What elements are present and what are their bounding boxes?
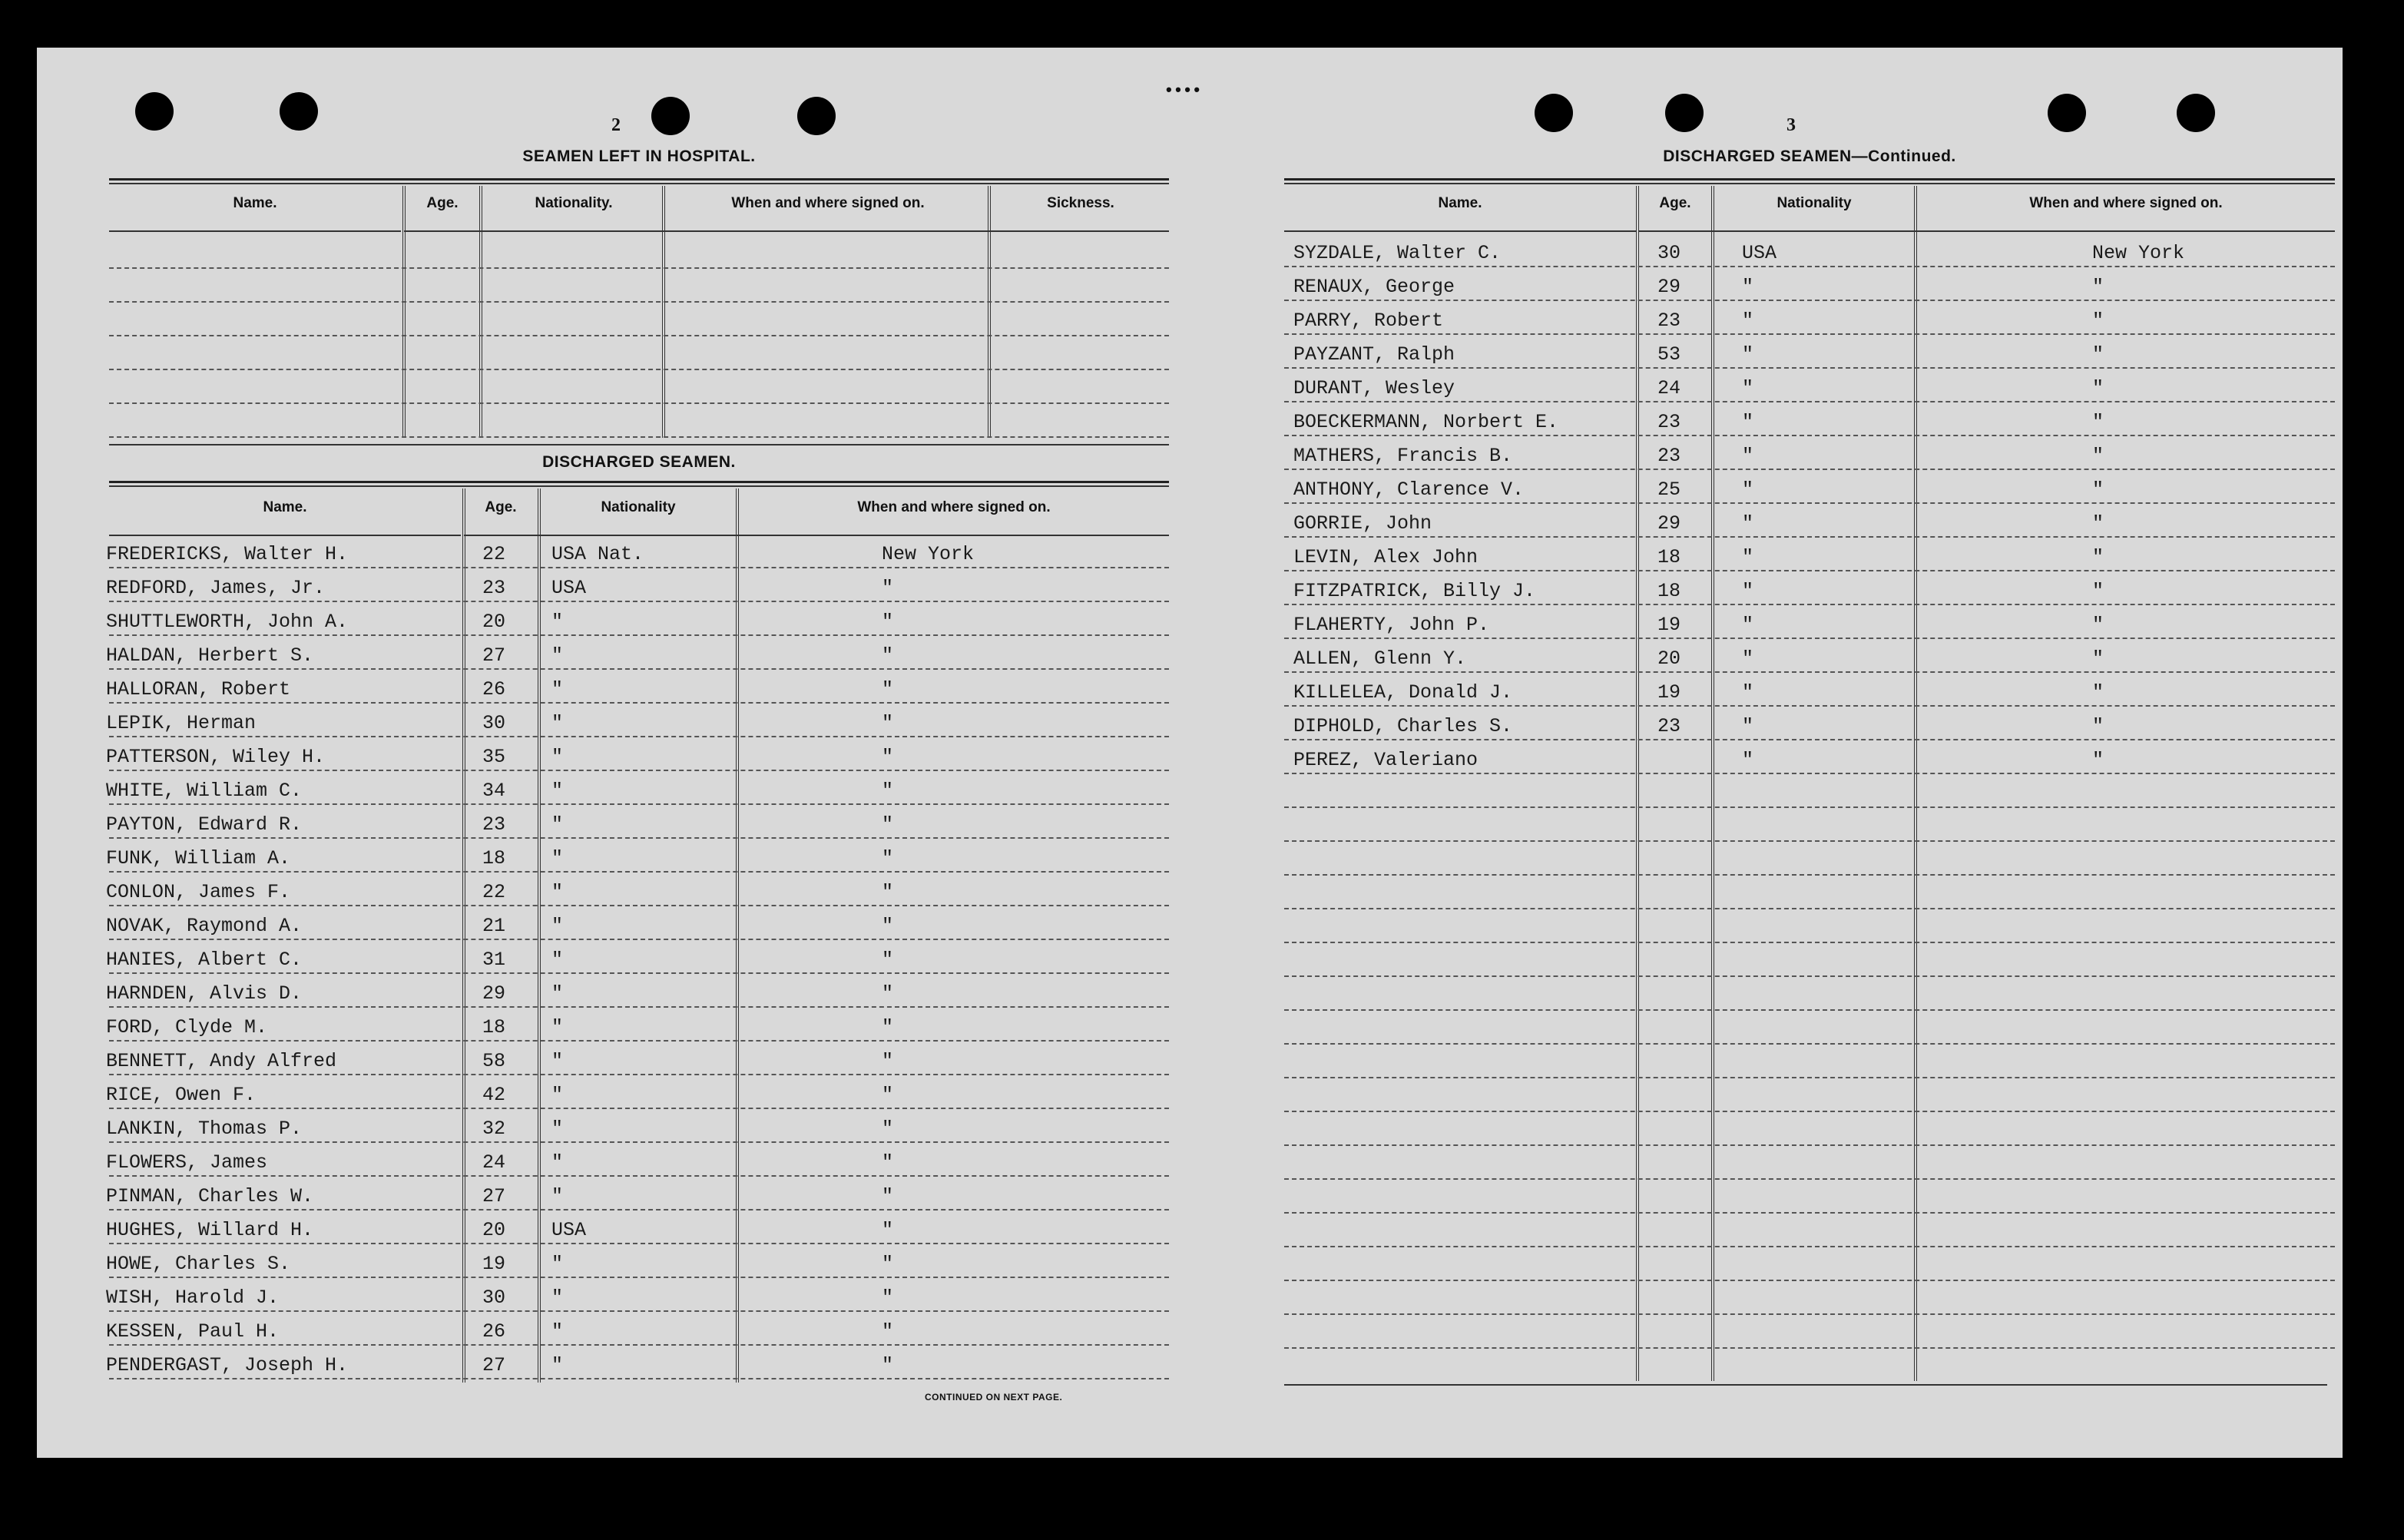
blank-row xyxy=(109,335,1169,336)
seaman-age: 27 xyxy=(482,1354,506,1376)
seaman-nationality: " xyxy=(551,1084,564,1106)
seaman-name: HANIES, Albert C. xyxy=(106,949,303,971)
seaman-name: KESSEN, Paul H. xyxy=(106,1320,280,1343)
seaman-nationality: " xyxy=(1742,445,1754,467)
column-header: Nationality xyxy=(601,499,676,515)
seaman-age: 24 xyxy=(482,1151,506,1174)
punch-hole xyxy=(280,92,318,131)
punch-hole xyxy=(135,92,174,131)
seaman-name: PENDERGAST, Joseph H. xyxy=(106,1354,349,1376)
seaman-age: 26 xyxy=(482,678,506,700)
seaman-nationality: " xyxy=(551,1354,564,1376)
seaman-signed-on: " xyxy=(882,1118,894,1140)
seaman-nationality: USA xyxy=(551,577,587,599)
punch-hole xyxy=(2048,94,2086,132)
seaman-age: 21 xyxy=(482,915,506,937)
seaman-name: FORD, Clyde M. xyxy=(106,1016,268,1038)
seaman-nationality: USA Nat. xyxy=(551,543,644,565)
seaman-signed-on: " xyxy=(2092,310,2104,332)
row-rule xyxy=(109,668,1169,670)
seaman-age: 18 xyxy=(1657,580,1681,602)
rule xyxy=(109,183,1169,184)
seaman-nationality: " xyxy=(1742,614,1754,636)
punch-hole xyxy=(2177,94,2215,132)
column-divider xyxy=(736,488,740,1383)
seaman-signed-on: New York xyxy=(882,543,975,565)
seaman-age: 23 xyxy=(1657,445,1681,467)
seaman-name: LANKIN, Thomas P. xyxy=(106,1118,303,1140)
page-number-right: 3 xyxy=(1786,115,1796,135)
row-rule xyxy=(109,1108,1169,1109)
seaman-age: 20 xyxy=(1657,647,1681,670)
seaman-signed-on: " xyxy=(2092,377,2104,399)
seaman-name: ALLEN, Glenn Y. xyxy=(1293,647,1467,670)
header-rule xyxy=(1639,230,2335,232)
blank-row xyxy=(1284,1178,2335,1180)
seaman-age: 27 xyxy=(482,644,506,667)
seaman-name: SYZDALE, Walter C. xyxy=(1293,242,1502,264)
seaman-age: 30 xyxy=(482,1287,506,1309)
blank-row xyxy=(1284,1077,2335,1078)
seaman-signed-on: " xyxy=(2092,411,2104,433)
seaman-age: 27 xyxy=(482,1185,506,1207)
seaman-name: NOVAK, Raymond A. xyxy=(106,915,303,937)
seaman-age: 19 xyxy=(1657,614,1681,636)
rule xyxy=(1284,183,2335,184)
punch-hole xyxy=(651,97,690,135)
row-rule xyxy=(109,1344,1169,1346)
seaman-signed-on: " xyxy=(2092,647,2104,670)
row-rule xyxy=(1284,671,2335,673)
seaman-signed-on: " xyxy=(882,644,894,667)
seaman-signed-on: " xyxy=(2092,276,2104,298)
row-rule xyxy=(109,1074,1169,1075)
column-divider xyxy=(479,186,484,438)
column-divider xyxy=(1636,186,1641,1381)
row-rule xyxy=(109,634,1169,636)
seaman-name: RENAUX, George xyxy=(1293,276,1455,298)
seaman-nationality: " xyxy=(1742,411,1754,433)
seaman-signed-on: " xyxy=(2092,614,2104,636)
row-rule xyxy=(109,837,1169,839)
seaman-name: BOECKERMANN, Norbert E. xyxy=(1293,411,1559,433)
row-rule xyxy=(1284,638,2335,639)
seaman-name: PARRY, Robert xyxy=(1293,310,1444,332)
seaman-name: ANTHONY, Clarence V. xyxy=(1293,479,1525,501)
column-header: When and where signed on. xyxy=(731,195,925,211)
column-divider xyxy=(1711,186,1716,1381)
rule xyxy=(109,178,1169,180)
seaman-age: 18 xyxy=(482,847,506,869)
seaman-signed-on: " xyxy=(2092,681,2104,704)
seaman-signed-on: " xyxy=(2092,479,2104,501)
blank-row xyxy=(1284,1009,2335,1011)
row-rule xyxy=(109,803,1169,805)
seaman-signed-on: " xyxy=(882,712,894,734)
seaman-name: PINMAN, Charles W. xyxy=(106,1185,314,1207)
blank-row xyxy=(1284,1347,2335,1349)
seaman-age: 24 xyxy=(1657,377,1681,399)
blank-row xyxy=(109,301,1169,303)
seaman-nationality: " xyxy=(1742,479,1754,501)
row-rule xyxy=(109,1040,1169,1042)
seaman-age: 31 xyxy=(482,949,506,971)
seaman-name: PAYTON, Edward R. xyxy=(106,813,303,836)
blank-row xyxy=(1284,975,2335,977)
row-rule xyxy=(109,939,1169,940)
discharged-continued-title: DISCHARGED SEAMEN—Continued. xyxy=(1663,147,1956,165)
seaman-name: FLAHERTY, John P. xyxy=(1293,614,1490,636)
seaman-name: GORRIE, John xyxy=(1293,512,1432,535)
seaman-nationality: " xyxy=(1742,715,1754,737)
row-rule xyxy=(109,1175,1169,1177)
seaman-name: PEREZ, Valeriano xyxy=(1293,749,1478,771)
seaman-nationality: " xyxy=(551,847,564,869)
blank-row xyxy=(1284,874,2335,876)
row-rule xyxy=(1284,536,2335,538)
seaman-name: HALDAN, Herbert S. xyxy=(106,644,314,667)
seaman-name: DIPHOLD, Charles S. xyxy=(1293,715,1513,737)
seaman-nationality: " xyxy=(551,1118,564,1140)
stray-marks: • • • • xyxy=(1166,80,1200,99)
seaman-age: 23 xyxy=(482,577,506,599)
seaman-nationality: " xyxy=(1742,546,1754,568)
row-rule xyxy=(109,1277,1169,1278)
row-rule xyxy=(109,1141,1169,1143)
seaman-name: HOWE, Charles S. xyxy=(106,1253,291,1275)
column-divider xyxy=(1914,186,1919,1381)
column-divider xyxy=(538,488,542,1383)
seaman-age: 22 xyxy=(482,543,506,565)
punch-hole xyxy=(1535,94,1573,132)
seaman-name: BENNETT, Andy Alfred xyxy=(106,1050,337,1072)
seaman-signed-on: " xyxy=(2092,580,2104,602)
rule xyxy=(109,444,1169,445)
blank-row xyxy=(1284,1043,2335,1045)
blank-row xyxy=(1284,1144,2335,1146)
seaman-nationality: " xyxy=(551,1151,564,1174)
seaman-age: 26 xyxy=(482,1320,506,1343)
seaman-name: HALLORAN, Robert xyxy=(106,678,291,700)
seaman-name: PAYZANT, Ralph xyxy=(1293,343,1455,366)
header-rule xyxy=(1284,230,1636,232)
seaman-name: MATHERS, Francis B. xyxy=(1293,445,1513,467)
seaman-age: 30 xyxy=(482,712,506,734)
blank-row xyxy=(1284,806,2335,808)
blank-row xyxy=(1284,1246,2335,1247)
row-rule xyxy=(1284,570,2335,571)
header-rule xyxy=(404,230,1169,232)
seaman-signed-on: " xyxy=(882,611,894,633)
seaman-signed-on: " xyxy=(882,813,894,836)
row-rule xyxy=(109,1378,1169,1379)
seaman-age: 23 xyxy=(1657,715,1681,737)
blank-row xyxy=(1284,1313,2335,1315)
blank-row xyxy=(1284,840,2335,842)
seaman-signed-on: " xyxy=(2092,546,2104,568)
seaman-age: 19 xyxy=(482,1253,506,1275)
row-rule xyxy=(1284,266,2335,267)
row-rule xyxy=(109,1243,1169,1244)
seaman-age: 23 xyxy=(1657,411,1681,433)
row-rule xyxy=(1284,300,2335,301)
column-header: Name. xyxy=(263,499,307,515)
column-header: Age. xyxy=(426,195,459,211)
column-divider xyxy=(662,186,667,438)
seaman-signed-on: " xyxy=(2092,445,2104,467)
seaman-name: FLOWERS, James xyxy=(106,1151,268,1174)
seaman-name: PATTERSON, Wiley H. xyxy=(106,746,326,768)
rule xyxy=(109,481,1169,483)
seaman-nationality: USA xyxy=(1742,242,1777,264)
seaman-nationality: " xyxy=(551,780,564,802)
seaman-age: 53 xyxy=(1657,343,1681,366)
header-rule xyxy=(109,535,461,536)
seaman-name: HARNDEN, Alvis D. xyxy=(106,982,303,1005)
row-rule xyxy=(109,702,1169,704)
row-rule xyxy=(1284,773,2335,774)
blank-row xyxy=(109,267,1169,269)
seaman-signed-on: " xyxy=(882,847,894,869)
row-rule xyxy=(1284,333,2335,335)
column-header: Name. xyxy=(1438,195,1482,211)
blank-row xyxy=(1284,942,2335,943)
seaman-signed-on: " xyxy=(882,1050,894,1072)
row-rule xyxy=(1284,367,2335,369)
seaman-nationality: " xyxy=(1742,681,1754,704)
column-header: Name. xyxy=(233,195,277,211)
blank-row xyxy=(109,436,1169,438)
seaman-age: 42 xyxy=(482,1084,506,1106)
continued-note: CONTINUED ON NEXT PAGE. xyxy=(925,1392,1063,1403)
blank-row xyxy=(1284,1111,2335,1112)
column-divider xyxy=(402,186,407,438)
seaman-signed-on: New York xyxy=(2092,242,2185,264)
seaman-signed-on: " xyxy=(882,780,894,802)
seaman-name: LEVIN, Alex John xyxy=(1293,546,1478,568)
seaman-nationality: " xyxy=(551,1320,564,1343)
seaman-age: 32 xyxy=(482,1118,506,1140)
row-rule xyxy=(109,1006,1169,1008)
header-rule xyxy=(464,535,1169,536)
row-rule xyxy=(109,1310,1169,1312)
row-rule xyxy=(109,736,1169,737)
seaman-age: 30 xyxy=(1657,242,1681,264)
seaman-signed-on: " xyxy=(882,881,894,903)
blank-row xyxy=(1284,1212,2335,1214)
column-header: When and where signed on. xyxy=(2029,195,2223,211)
seaman-nationality: " xyxy=(1742,343,1754,366)
seaman-nationality: " xyxy=(1742,580,1754,602)
seaman-age: 25 xyxy=(1657,479,1681,501)
seaman-name: WISH, Harold J. xyxy=(106,1287,280,1309)
seaman-age: 29 xyxy=(1657,512,1681,535)
header-rule xyxy=(109,230,401,232)
column-divider xyxy=(988,186,992,438)
row-rule xyxy=(1284,435,2335,436)
seaman-name: HUGHES, Willard H. xyxy=(106,1219,314,1241)
seaman-nationality: " xyxy=(551,982,564,1005)
document-sheet xyxy=(37,48,2343,1458)
seaman-name: LEPIK, Herman xyxy=(106,712,257,734)
column-header: Age. xyxy=(1659,195,1691,211)
row-rule xyxy=(1284,401,2335,402)
seaman-signed-on: " xyxy=(882,577,894,599)
rule xyxy=(1284,178,2335,180)
seaman-age: 18 xyxy=(1657,546,1681,568)
seaman-age: 22 xyxy=(482,881,506,903)
seaman-nationality: USA xyxy=(551,1219,587,1241)
seaman-signed-on: " xyxy=(882,1084,894,1106)
seaman-name: KILLELEA, Donald J. xyxy=(1293,681,1513,704)
seaman-nationality: " xyxy=(551,678,564,700)
column-divider xyxy=(462,488,467,1383)
seaman-age: 18 xyxy=(482,1016,506,1038)
seaman-signed-on: " xyxy=(882,1287,894,1309)
row-rule xyxy=(109,871,1169,873)
column-header: Sickness. xyxy=(1047,195,1114,211)
row-rule xyxy=(109,770,1169,771)
row-rule xyxy=(109,905,1169,906)
blank-row xyxy=(1284,908,2335,909)
seaman-signed-on: " xyxy=(2092,343,2104,366)
seaman-name: DURANT, Wesley xyxy=(1293,377,1455,399)
row-rule xyxy=(1284,705,2335,707)
punch-hole xyxy=(1665,94,1704,132)
seaman-age: 23 xyxy=(1657,310,1681,332)
seaman-nationality: " xyxy=(551,813,564,836)
discharged-section-title: DISCHARGED SEAMEN. xyxy=(542,453,736,471)
seaman-signed-on: " xyxy=(882,1219,894,1241)
seaman-signed-on: " xyxy=(882,1253,894,1275)
punch-hole xyxy=(797,97,836,135)
seaman-signed-on: " xyxy=(882,1151,894,1174)
seaman-name: WHITE, William C. xyxy=(106,780,303,802)
seaman-age: 29 xyxy=(482,982,506,1005)
seaman-age: 58 xyxy=(482,1050,506,1072)
seaman-nationality: " xyxy=(1742,512,1754,535)
seaman-name: REDFORD, James, Jr. xyxy=(106,577,326,599)
blank-row xyxy=(1284,1280,2335,1281)
seaman-signed-on: " xyxy=(882,1354,894,1376)
seaman-nationality: " xyxy=(551,1253,564,1275)
seaman-age: 20 xyxy=(482,611,506,633)
rule xyxy=(1284,1384,2327,1386)
seaman-age: 34 xyxy=(482,780,506,802)
row-rule xyxy=(1284,469,2335,470)
seaman-signed-on: " xyxy=(882,949,894,971)
seaman-name: FITZPATRICK, Billy J. xyxy=(1293,580,1536,602)
column-header: Nationality xyxy=(1777,195,1852,211)
row-rule xyxy=(109,601,1169,602)
seaman-nationality: " xyxy=(551,881,564,903)
seaman-nationality: " xyxy=(1742,276,1754,298)
seaman-signed-on: " xyxy=(882,746,894,768)
seaman-signed-on: " xyxy=(2092,512,2104,535)
seaman-nationality: " xyxy=(1742,377,1754,399)
seaman-nationality: " xyxy=(1742,647,1754,670)
seaman-nationality: " xyxy=(551,746,564,768)
seaman-name: SHUTTLEWORTH, John A. xyxy=(106,611,349,633)
column-header: Nationality. xyxy=(535,195,613,211)
page-number-left: 2 xyxy=(611,115,621,135)
row-rule xyxy=(109,1209,1169,1210)
seaman-age: 29 xyxy=(1657,276,1681,298)
seaman-age: 19 xyxy=(1657,681,1681,704)
seaman-signed-on: " xyxy=(2092,749,2104,771)
row-rule xyxy=(1284,739,2335,740)
seaman-signed-on: " xyxy=(882,915,894,937)
blank-row xyxy=(109,369,1169,370)
seaman-nationality: " xyxy=(551,1050,564,1072)
seaman-nationality: " xyxy=(551,644,564,667)
seaman-nationality: " xyxy=(551,1016,564,1038)
seaman-age: 20 xyxy=(482,1219,506,1241)
seaman-signed-on: " xyxy=(882,1016,894,1038)
seaman-name: RICE, Owen F. xyxy=(106,1084,257,1106)
seaman-name: CONLON, James F. xyxy=(106,881,291,903)
seaman-nationality: " xyxy=(1742,310,1754,332)
rule xyxy=(109,485,1169,487)
seaman-signed-on: " xyxy=(882,982,894,1005)
seaman-name: FREDERICKS, Walter H. xyxy=(106,543,349,565)
seaman-nationality: " xyxy=(551,915,564,937)
column-header: Age. xyxy=(485,499,517,515)
seaman-name: FUNK, William A. xyxy=(106,847,291,869)
seaman-signed-on: " xyxy=(882,1320,894,1343)
seaman-nationality: " xyxy=(1742,749,1754,771)
row-rule xyxy=(109,567,1169,568)
blank-row xyxy=(109,402,1169,404)
hospital-section-title: SEAMEN LEFT IN HOSPITAL. xyxy=(522,147,756,165)
seaman-nationality: " xyxy=(551,1287,564,1309)
seaman-signed-on: " xyxy=(2092,715,2104,737)
seaman-nationality: " xyxy=(551,611,564,633)
seaman-nationality: " xyxy=(551,949,564,971)
row-rule xyxy=(1284,604,2335,605)
seaman-nationality: " xyxy=(551,1185,564,1207)
row-rule xyxy=(1284,502,2335,504)
seaman-signed-on: " xyxy=(882,1185,894,1207)
row-rule xyxy=(109,972,1169,974)
column-header: When and where signed on. xyxy=(857,499,1051,515)
seaman-age: 23 xyxy=(482,813,506,836)
seaman-signed-on: " xyxy=(882,678,894,700)
seaman-nationality: " xyxy=(551,712,564,734)
seaman-age: 35 xyxy=(482,746,506,768)
